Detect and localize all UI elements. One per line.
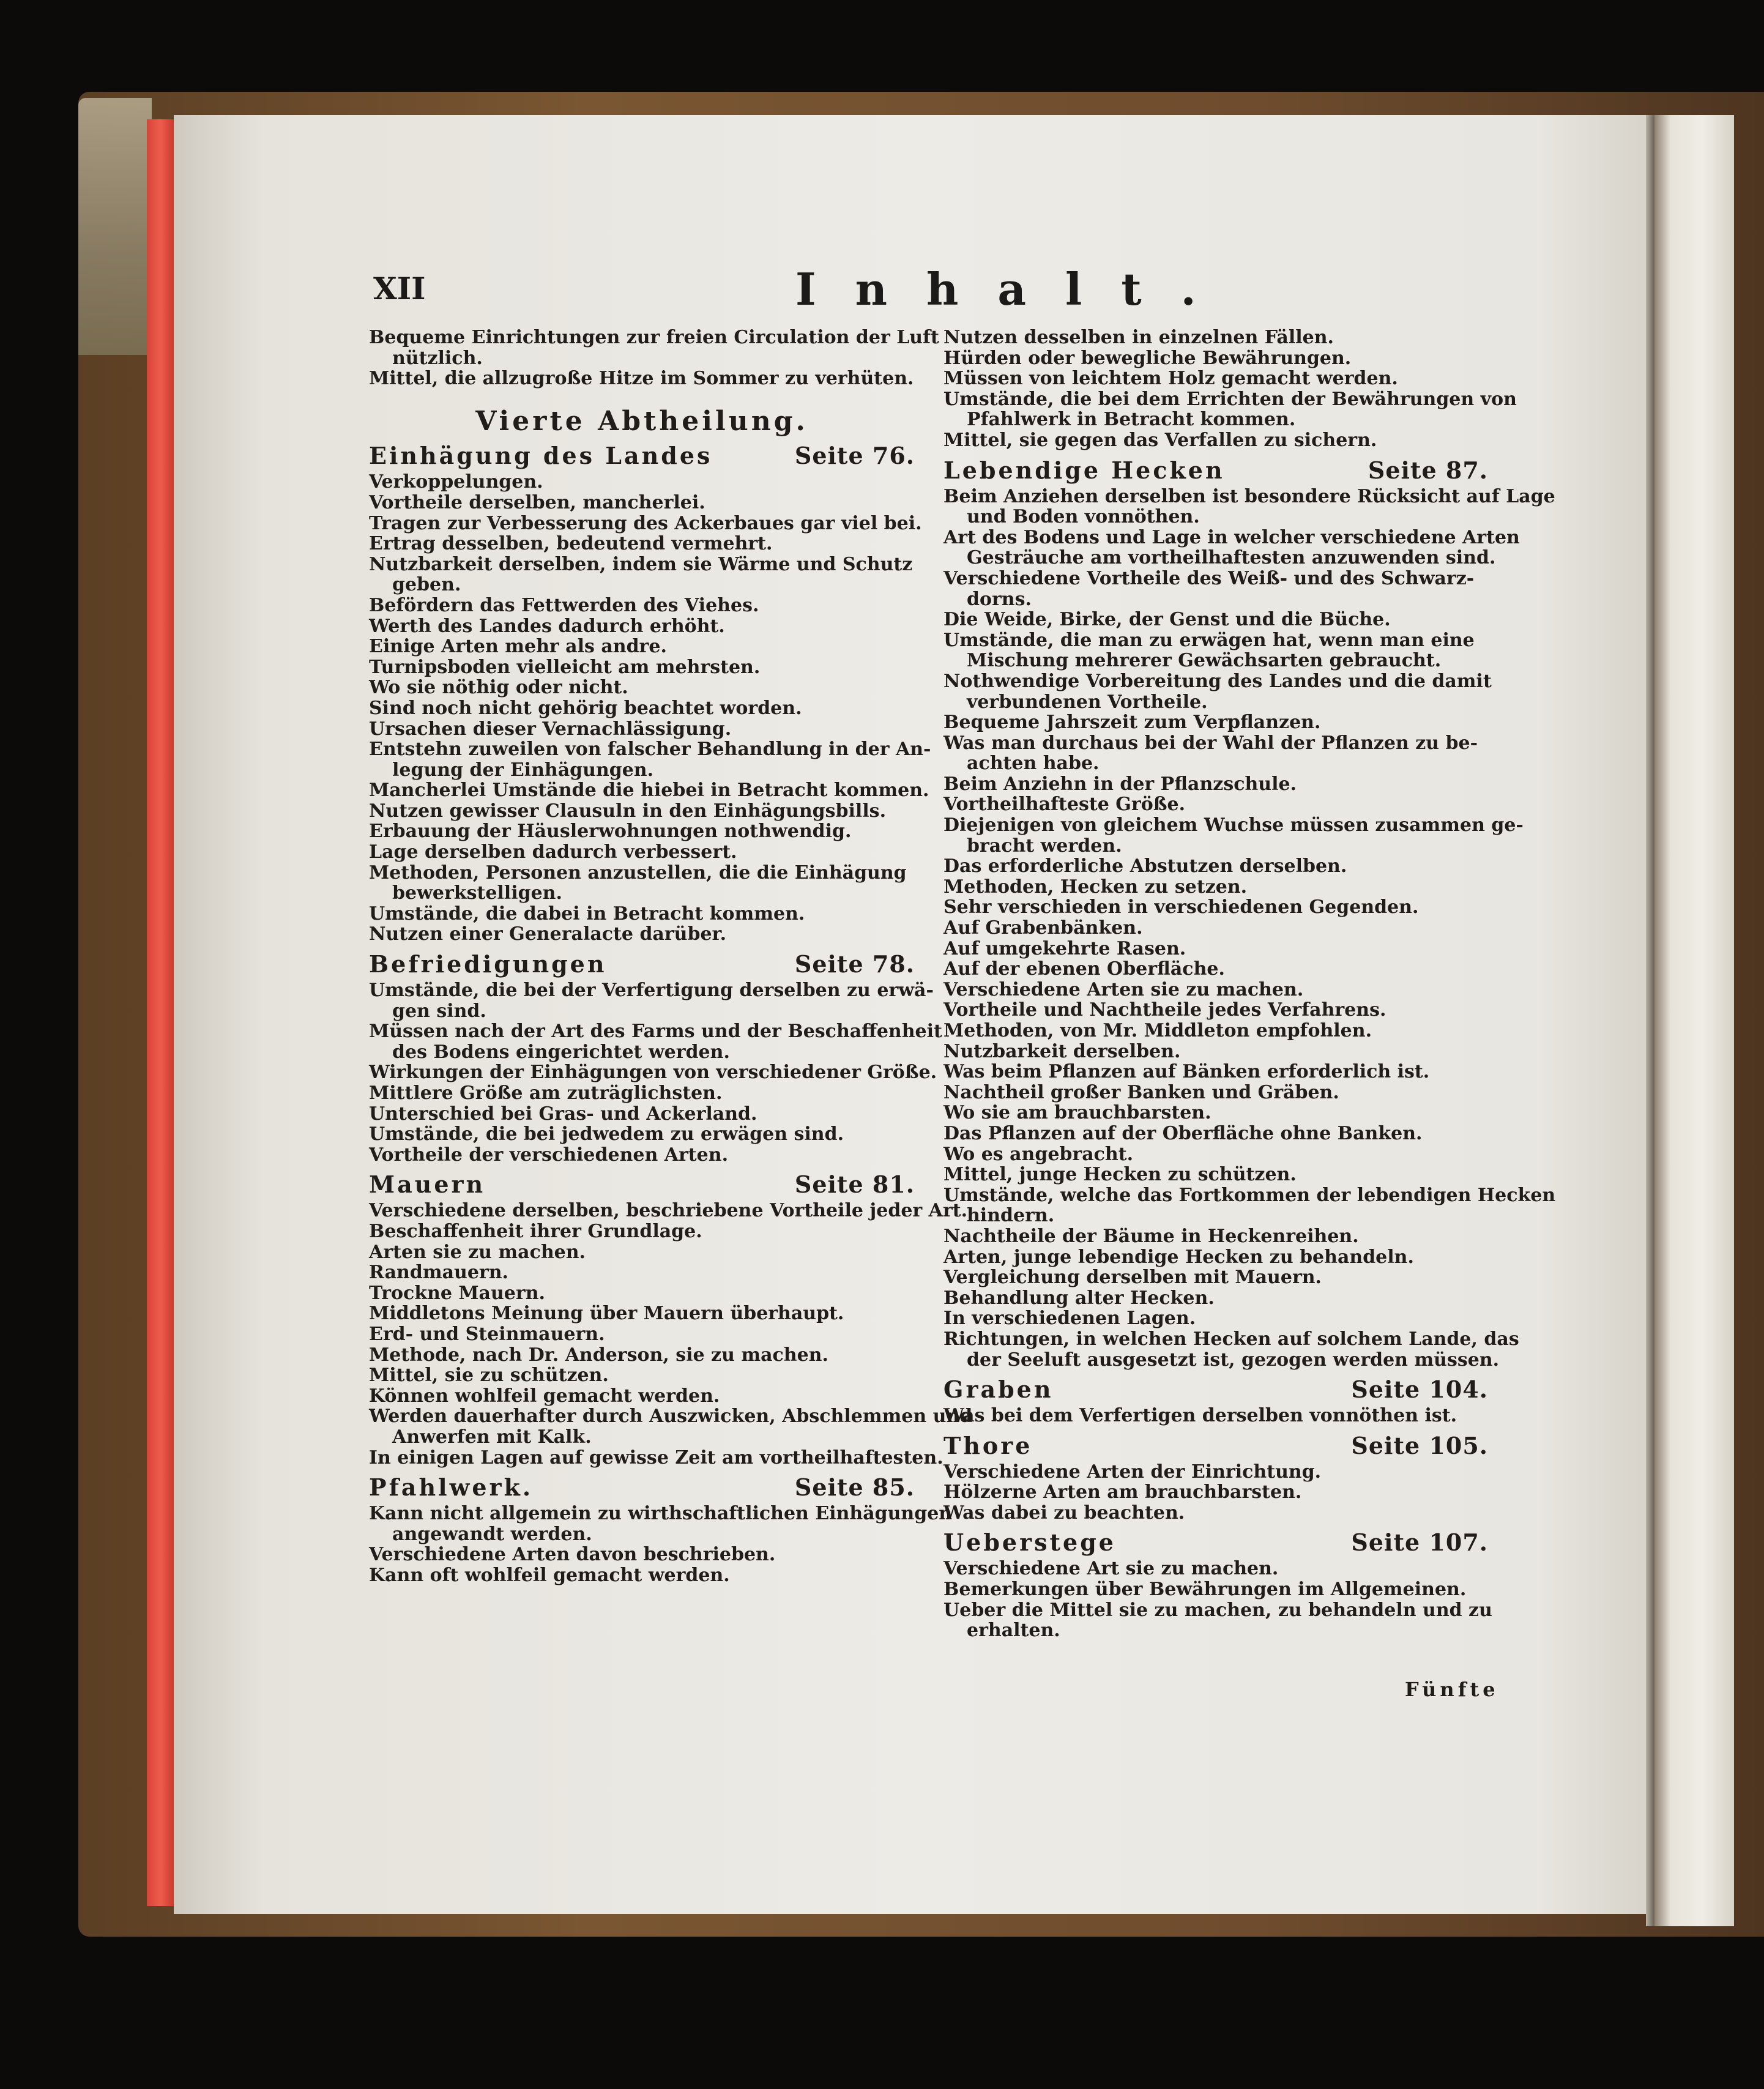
section-entries	[369, 980, 942, 1166]
section-page: Seite 107.	[1351, 1529, 1488, 1557]
index-entry: Methoden, Hecken zu setzen.	[943, 876, 1248, 898]
intro-right	[943, 327, 1517, 451]
index-entry: Umstände, die dabei in Betracht kommen.	[369, 903, 805, 925]
section-heading	[943, 1376, 1488, 1403]
index-entry: Arten sie zu machen.	[369, 1241, 586, 1263]
index-entry: dorns.	[967, 588, 1032, 610]
index-entry: Sind noch nicht gehörig beachtet worden.	[369, 697, 802, 719]
index-entry: Auf der ebenen Oberfläche.	[943, 958, 1225, 980]
page-title: Inhalt.	[795, 263, 1235, 315]
index-entry: Bequeme Einrichtungen zur freien Circulation der Luft	[369, 327, 939, 348]
index-entry: Werth des Landes dadurch erhöht.	[369, 615, 725, 637]
index-entry: Können wohlfeil gemacht werden.	[369, 1385, 720, 1407]
section-title: Pfahlwerk.	[369, 1473, 534, 1502]
index-entry: Entstehn zuweilen von falscher Behandlung in der An-	[369, 739, 931, 761]
index-entry: Was bei dem Verfertigen derselben vonnöthen ist.	[943, 1405, 1457, 1427]
index-entry: Beim Anziehn in der Pflanzschule.	[943, 773, 1297, 795]
index-entry: Wirkungen der Einhägungen von verschiedener Größe.	[369, 1062, 937, 1084]
index-entry: Beschaffenheit ihrer Grundlage.	[369, 1220, 702, 1242]
section-title: Befriedigungen	[369, 950, 607, 978]
index-entry: Ueber die Mittel sie zu machen, zu behandeln und zu	[943, 1599, 1492, 1621]
index-entry: des Bodens eingerichtet werden.	[392, 1041, 730, 1063]
section-page: Seite 85.	[794, 1473, 915, 1502]
index-entry: Werden dauerhafter durch Auszwicken, Abschlemmen und	[369, 1406, 973, 1428]
index-entry: Das Pflanzen auf der Oberfläche ohne Banken.	[943, 1122, 1423, 1144]
index-entry: Umstände, welche das Fortkommen der lebendigen Hecken	[943, 1184, 1556, 1206]
section-heading	[369, 951, 915, 978]
intro-left	[369, 327, 939, 390]
section-title: Einhägung des Landes	[369, 442, 713, 470]
index-entry: Umstände, die man zu erwägen hat, wenn man eine	[943, 629, 1475, 651]
index-entry: Trockne Mauern.	[369, 1282, 545, 1304]
index-entry: Randmauern.	[369, 1262, 508, 1284]
index-entry: Bemerkungen über Bewährungen im Allgemeinen.	[943, 1579, 1467, 1601]
section-entries	[943, 1462, 1488, 1524]
index-entry: Das erforderliche Abstutzen derselben.	[943, 855, 1347, 877]
index-entry: Arten, junge lebendige Hecken zu behandeln.	[943, 1246, 1414, 1268]
index-entry: Befördern das Fettwerden des Viehes.	[369, 594, 759, 616]
index-entry: Umstände, die bei jedwedem zu erwägen sind.	[369, 1123, 844, 1145]
spine-cloth	[78, 98, 152, 355]
section-heading	[369, 1474, 915, 1501]
index-entry: Hölzerne Arten am brauchbarsten.	[943, 1481, 1302, 1503]
index-entry: Wo es angebracht.	[943, 1143, 1134, 1165]
section-page: Seite 105.	[1351, 1431, 1488, 1459]
index-entry: nützlich.	[392, 347, 483, 369]
index-entry: Bequeme Jahrszeit zum Verpflanzen.	[943, 712, 1321, 734]
page-number: XII	[373, 270, 426, 307]
index-entry: Turnipsboden vielleicht am mehrsten.	[369, 656, 761, 678]
index-entry: Gesträuche am vortheilhaftesten anzuwenden sind.	[967, 547, 1496, 569]
index-entry: angewandt werden.	[392, 1523, 592, 1545]
index-entry: Nachtheile der Bäume in Heckenreihen.	[943, 1225, 1359, 1247]
index-entry: Verschiedene Arten davon beschrieben.	[369, 1544, 776, 1566]
section-title: Thore	[943, 1431, 1033, 1459]
index-entry: Die Weide, Birke, der Genst und die Büche.	[943, 609, 1391, 631]
section-entries	[369, 471, 931, 945]
index-entry: Anwerfen mit Kalk.	[392, 1426, 592, 1448]
index-entry: bracht werden.	[967, 835, 1122, 857]
index-entry: Vortheile der verschiedenen Arten.	[369, 1144, 729, 1166]
section-heading	[943, 1529, 1488, 1556]
index-entry: Hürden oder bewegliche Bewährungen.	[943, 347, 1352, 369]
index-entry: Verkoppelungen.	[369, 471, 543, 493]
index-entry: Art des Bodens und Lage in welcher verschiedene Arten	[943, 526, 1520, 548]
index-entry: achten habe.	[967, 753, 1100, 775]
section-page: Seite 76.	[794, 442, 915, 470]
part-title: Vierte Abtheilung.	[475, 405, 808, 437]
index-entry: In einigen Lagen auf gewisse Zeit am vortheilhaftesten.	[369, 1447, 943, 1469]
index-entry: Mittel, junge Hecken zu schützen.	[943, 1164, 1297, 1186]
index-entry: Verschiedene Arten der Einrichtung.	[943, 1461, 1322, 1483]
catchword: Fünfte	[1405, 1678, 1499, 1701]
index-entry: legung der Einhägungen.	[392, 759, 654, 781]
index-entry: hindern.	[967, 1205, 1055, 1227]
section-title: Mauern	[369, 1171, 486, 1199]
index-entry: Umstände, die bei der Verfertigung derselben zu erwä-	[369, 980, 934, 1002]
section-entries	[943, 485, 1556, 1371]
section-page: Seite 87.	[1368, 456, 1488, 484]
index-entry: geben.	[392, 574, 461, 596]
index-entry: Methoden, von Mr. Middleton empfohlen.	[943, 1020, 1372, 1041]
index-entry: Nachtheil großer Banken und Gräben.	[943, 1081, 1339, 1103]
index-entry: Richtungen, in welchen Hecken auf solchem Lande, das	[943, 1328, 1519, 1350]
index-entry: Verschiedene Arten sie zu machen.	[943, 978, 1304, 1000]
page-header	[367, 263, 1493, 315]
index-entry: Lage derselben dadurch verbessert.	[369, 841, 737, 863]
index-entry: Mischung mehrerer Gewächsarten gebraucht.	[967, 650, 1442, 672]
index-entry: Behandlung alter Hecken.	[943, 1287, 1215, 1309]
index-entry: erhalten.	[967, 1620, 1060, 1642]
index-entry: Verschiedene Art sie zu machen.	[943, 1558, 1279, 1580]
index-entry: Mittlere Größe am zuträglichsten.	[369, 1082, 723, 1104]
index-entry: Methode, nach Dr. Anderson, sie zu machen.	[369, 1344, 828, 1366]
index-entry: Nutzen gewisser Clausuln in den Einhägungsbills.	[369, 800, 887, 822]
index-entry: verbundenen Vortheile.	[967, 691, 1208, 713]
index-entry: Vortheile und Nachtheile jedes Verfahrens.	[943, 999, 1386, 1021]
index-entry: Mittel, die allzugroße Hitze im Sommer zu verhüten.	[369, 368, 914, 390]
index-entry: Einige Arten mehr als andre.	[369, 636, 667, 658]
index-entry: Vergleichung derselben mit Mauern.	[943, 1267, 1322, 1289]
section-heading	[943, 457, 1488, 484]
section-heading	[369, 442, 915, 469]
next-page-edge	[1654, 115, 1734, 1926]
index-entry: gen sind.	[392, 1000, 486, 1022]
red-page-edges	[147, 119, 174, 1906]
section-page: Seite 81.	[794, 1171, 915, 1199]
index-entry: Vortheile derselben, mancherlei.	[369, 491, 705, 513]
index-entry: In verschiedenen Lagen.	[943, 1308, 1196, 1330]
index-entry: Umstände, die bei dem Errichten der Bewährungen von	[943, 388, 1517, 410]
index-entry: Nothwendige Vorbereitung des Landes und die damit	[943, 670, 1492, 692]
index-entry: Methoden, Personen anzustellen, die die Einhägung	[369, 862, 907, 884]
section-heading	[369, 1171, 915, 1198]
index-entry: Erbauung der Häuslerwohnungen nothwendig.	[369, 821, 852, 843]
section-heading	[943, 1432, 1488, 1459]
index-entry: Mittel, sie gegen das Verfallen zu sichern.	[943, 429, 1377, 451]
index-entry: der Seeluft ausgesetzt ist, gezogen werden müssen.	[967, 1349, 1500, 1371]
index-entry: Verschiedene derselben, beschriebene Vortheile jeder Art.	[369, 1200, 968, 1222]
index-entry: und Boden vonnöthen.	[967, 506, 1200, 528]
index-entry: Verschiedene Vortheile des Weiß- und des Schwarz-	[943, 567, 1475, 589]
index-entry: Mancherlei Umstände die hiebei in Betracht kommen.	[369, 780, 929, 802]
index-entry: Nutzbarkeit derselben, indem sie Wärme und Schutz	[369, 553, 913, 575]
index-entry: Ursachen dieser Vernachlässigung.	[369, 718, 732, 740]
section-page: Seite 104.	[1351, 1376, 1488, 1404]
index-entry: Erd- und Steinmauern.	[369, 1323, 605, 1345]
section-title: Graben	[943, 1376, 1054, 1404]
section-entries	[369, 1200, 973, 1469]
index-entry: Vortheilhafteste Größe.	[943, 794, 1186, 816]
index-entry: Mittel, sie zu schützen.	[369, 1365, 609, 1387]
index-entry: Sehr verschieden in verschiedenen Gegenden.	[943, 896, 1419, 918]
index-entry: Müssen von leichtem Holz gemacht werden.	[943, 368, 1398, 390]
index-entry: Nutzen desselben in einzelnen Fällen.	[943, 327, 1334, 348]
index-entry: Middletons Meinung über Mauern überhaupt.	[369, 1303, 844, 1325]
section-page: Seite 78.	[794, 950, 915, 978]
section-title: Lebendige Hecken	[943, 456, 1225, 484]
index-entry: Unterschied bei Gras- und Ackerland.	[369, 1103, 757, 1125]
index-entry: Pfahlwerk in Betracht kommen.	[967, 409, 1296, 431]
section-entries	[943, 1558, 1492, 1642]
left-column	[369, 327, 973, 1586]
index-entry: Müssen nach der Art des Farms und der Beschaffenheit	[369, 1021, 942, 1043]
index-entry: Nutzbarkeit derselben.	[943, 1040, 1181, 1062]
index-entry: Kann oft wohlfeil gemacht werden.	[369, 1564, 730, 1586]
index-entry: Ertrag desselben, bedeutend vermehrt.	[369, 533, 773, 555]
index-entry: bewerkstelligen.	[392, 882, 562, 904]
index-entry: Wo sie am brauchbarsten.	[943, 1102, 1211, 1124]
section-title: Ueberstege	[943, 1529, 1116, 1557]
index-entry: Beim Anziehen derselben ist besondere Rücksicht auf Lage	[943, 485, 1555, 507]
index-entry: Auf umgekehrte Rasen.	[943, 937, 1186, 959]
right-column	[943, 327, 1556, 1642]
section-entries	[943, 1406, 1488, 1426]
index-entry: Was man durchaus bei der Wahl der Pflanzen zu be-	[943, 732, 1478, 754]
index-entry: Auf Grabenbänken.	[943, 917, 1143, 939]
index-entry: Tragen zur Verbesserung des Ackerbaues gar viel bei.	[369, 512, 922, 534]
index-entry: Was beim Pflanzen auf Bänken erforderlich ist.	[943, 1061, 1430, 1083]
index-entry: Diejenigen von gleichem Wuchse müssen zusammen ge-	[943, 814, 1524, 836]
index-entry: Nutzen einer Generalacte darüber.	[369, 923, 727, 945]
index-entry: Wo sie nöthig oder nicht.	[369, 677, 628, 699]
section-entries	[369, 1503, 953, 1586]
index-entry: Was dabei zu beachten.	[943, 1502, 1185, 1524]
index-entry: Kann nicht allgemein zu wirthschaftlichen Einhägungen	[369, 1503, 953, 1525]
